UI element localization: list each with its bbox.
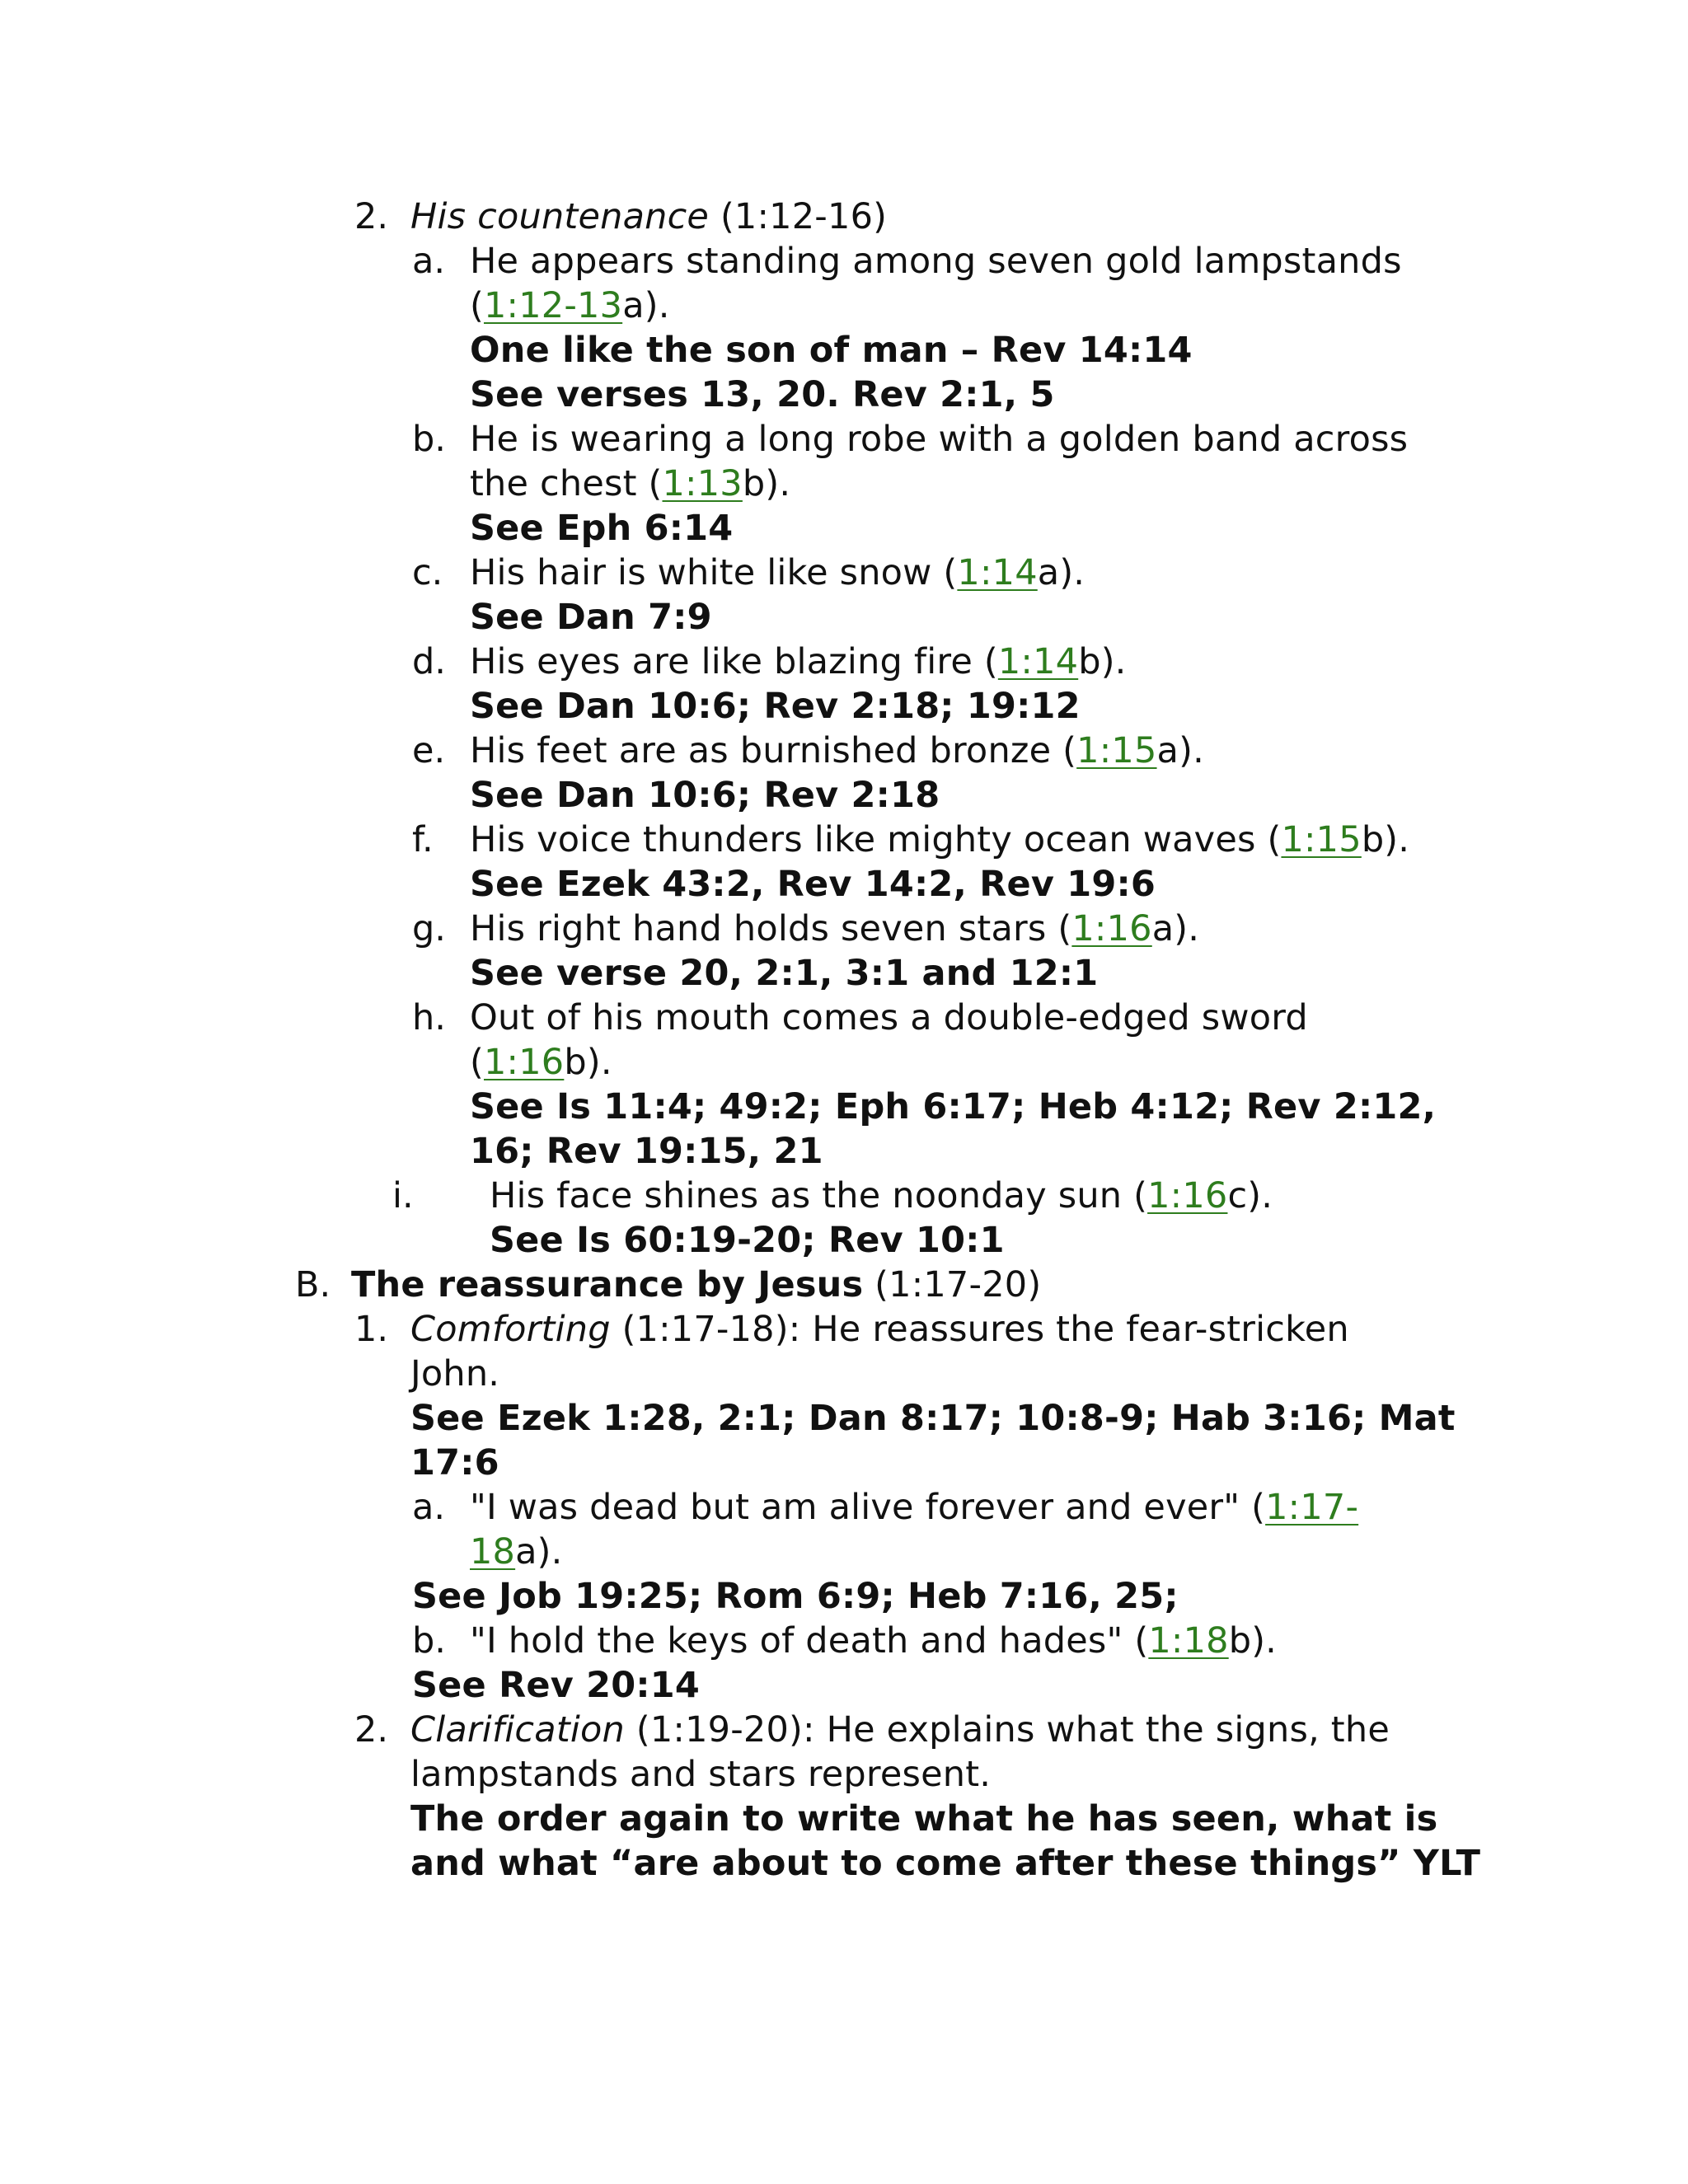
list-item-text: (1:16b). <box>470 1042 612 1083</box>
list-item-text: His eyes are like blazing fire (1:14b). <box>470 641 1127 682</box>
list-item-text: 18a). <box>470 1531 563 1572</box>
list-marker: f. <box>412 819 434 860</box>
scripture-link[interactable]: 1:15 <box>1076 730 1157 771</box>
list-marker: a. <box>412 241 446 282</box>
list-marker: g. <box>412 908 446 949</box>
list-marker: i. <box>392 1175 414 1216</box>
scripture-link[interactable]: 1:12-13 <box>483 285 623 326</box>
scripture-link[interactable]: 1:14 <box>957 552 1038 593</box>
bold-note: See Dan 10:6; Rev 2:18; 19:12 <box>470 686 1081 727</box>
list-item-heading <box>410 194 887 239</box>
list-item-text: He is wearing a long robe with a golden band across <box>470 419 1409 460</box>
bold-note: and what “are about to come after these things” YLT <box>410 1843 1481 1884</box>
list-marker: d. <box>412 641 446 682</box>
list-item-text: lampstands and stars represent. <box>410 1754 992 1795</box>
section-ref: (1:17-20) <box>874 1264 1042 1305</box>
scripture-link[interactable]: 1:18 <box>1148 1620 1229 1661</box>
item-ref: (1:12-16) <box>720 196 888 237</box>
bold-note: The order again to write what he has seen, what is <box>410 1798 1438 1840</box>
scripture-link[interactable]: 1:15 <box>1281 819 1362 860</box>
item-title: His countenance <box>410 196 710 237</box>
bold-note: See Is 60:19-20; Rev 10:1 <box>490 1220 1005 1261</box>
bold-note: One like the son of man – Rev 14:14 <box>470 330 1193 371</box>
list-marker: 2. <box>354 196 389 237</box>
list-marker: 1. <box>354 1309 389 1350</box>
section-marker: B. <box>295 1264 331 1305</box>
section-title: The reassurance by Jesus <box>351 1264 864 1305</box>
bold-note: See Dan 7:9 <box>470 597 712 638</box>
scripture-link[interactable]: 1:13 <box>662 463 743 504</box>
bold-note: See Is 11:4; 49:2; Eph 6:17; Heb 4:12; Rev 2:12, <box>470 1086 1437 1127</box>
bold-note: See Job 19:25; Rom 6:9; Heb 7:16, 25; <box>412 1576 1179 1617</box>
scripture-link[interactable]: 1:16 <box>483 1042 565 1083</box>
section-heading <box>351 1263 1041 1307</box>
list-item-text: His hair is white like snow (1:14a). <box>470 552 1085 593</box>
item-title: Comforting <box>410 1309 611 1350</box>
bold-note: 17:6 <box>410 1442 499 1483</box>
scripture-link[interactable]: 1:14 <box>997 641 1079 682</box>
scripture-link[interactable]: 1:17- <box>1265 1487 1359 1528</box>
bold-note: See Ezek 43:2, Rev 14:2, Rev 19:6 <box>470 864 1156 905</box>
item-title: Clarification <box>410 1709 625 1750</box>
list-item-text: His face shines as the noonday sun (1:16c). <box>490 1175 1273 1216</box>
bold-note: See Rev 20:14 <box>412 1665 701 1706</box>
list-item-text: (1:12-13a). <box>470 285 670 326</box>
list-marker: 2. <box>354 1709 389 1750</box>
bold-note: 16; Rev 19:15, 21 <box>470 1131 823 1172</box>
list-marker: e. <box>412 730 446 771</box>
bold-note: See verse 20, 2:1, 3:1 and 12:1 <box>470 953 1099 994</box>
list-item-text: Clarification (1:19-20): He explains what the signs, the <box>410 1709 1390 1750</box>
list-item-text: He appears standing among seven gold lampstands <box>470 241 1402 282</box>
bold-note: See verses 13, 20. Rev 2:1, 5 <box>470 374 1055 415</box>
list-item-text: "I was dead but am alive forever and ever" (1:17- <box>470 1487 1359 1528</box>
list-marker: b. <box>412 1620 446 1661</box>
list-marker: h. <box>412 997 446 1038</box>
list-item-text: His voice thunders like mighty ocean waves (1:15b). <box>470 819 1410 860</box>
bold-note: See Dan 10:6; Rev 2:18 <box>470 775 940 816</box>
list-marker: c. <box>412 552 443 593</box>
list-item-text: His right hand holds seven stars (1:16a). <box>470 908 1200 949</box>
scripture-link[interactable]: 1:16 <box>1147 1175 1228 1216</box>
bold-note: See Ezek 1:28, 2:1; Dan 8:17; 10:8-9; Hab 3:16; Mat <box>410 1398 1456 1439</box>
scripture-link[interactable]: 18 <box>470 1531 516 1572</box>
list-marker: b. <box>412 419 446 460</box>
bold-note: See Eph 6:14 <box>470 508 734 549</box>
list-item-text: John. <box>410 1353 500 1394</box>
list-marker: a. <box>412 1487 446 1528</box>
list-item-text: His feet are as burnished bronze (1:15a). <box>470 730 1204 771</box>
scripture-link[interactable]: 1:16 <box>1071 908 1152 949</box>
list-item-text: "I hold the keys of death and hades" (1:18b). <box>470 1620 1278 1661</box>
list-item-text: Out of his mouth comes a double-edged sword <box>470 997 1308 1038</box>
list-item-text: Comforting (1:17-18): He reassures the fear-stricken <box>410 1309 1349 1350</box>
list-item-text: the chest (1:13b). <box>470 463 791 504</box>
